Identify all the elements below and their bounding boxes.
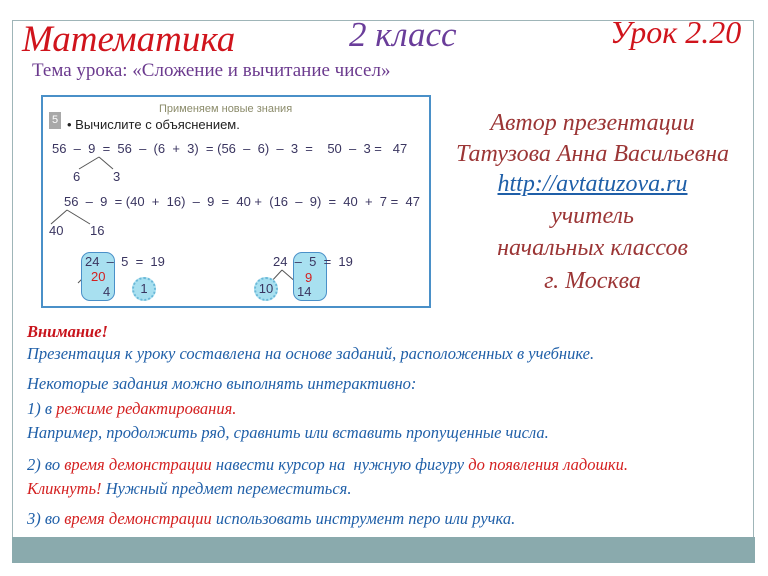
note-highlight: время демонстрации <box>64 455 212 474</box>
part-40: 40 <box>49 223 64 238</box>
note-highlight: до появления ладошки. <box>468 455 629 474</box>
subject-title: Математика <box>22 19 236 60</box>
note-line-1: Презентация к уроку составлена на основе заданий, расположенных в учебнике. <box>27 344 595 363</box>
note-line-5 <box>27 455 628 475</box>
example-2-circle[interactable]: 10 <box>254 277 278 301</box>
note-text: 2) во <box>27 455 65 474</box>
task-number: 5 <box>49 112 61 129</box>
author-role-2: начальных классов <box>497 235 688 261</box>
note-line-7 <box>27 509 515 529</box>
example-2-red: 9 <box>305 270 313 285</box>
author-role: учитель <box>551 203 634 229</box>
part-3: 3 <box>113 169 121 184</box>
example-1-a: 4 <box>103 284 111 299</box>
note-line-6 <box>27 479 351 499</box>
note-line-4: Например, продолжить ряд, сравнить или вставить пропущенные числа. <box>27 423 549 442</box>
note-text: 3) во <box>27 509 65 528</box>
note-highlight: режиме редактирования. <box>56 399 237 418</box>
lesson-topic: Тема урока: «Сложение и вычитание чисел» <box>32 60 391 81</box>
attention-heading: Внимание! <box>27 322 108 341</box>
equation-2: 56 – 9 = (40 + 16) – 9 = 40 + (16 – 9) = 40 + 7 = 47 <box>64 194 420 209</box>
textbook-heading: Применяем новые знания <box>159 103 293 115</box>
grade-title: 2 класс <box>349 15 457 54</box>
lesson-number: Урок 2.20 <box>610 14 742 50</box>
textbook-image <box>41 95 431 308</box>
example-2-b: 14 <box>297 284 312 299</box>
example-1-red: 20 <box>91 269 106 284</box>
footer-bar <box>12 537 755 563</box>
note-line-2: Некоторые задания можно выполнять интерактивно: <box>27 374 417 393</box>
note-text: навести курсор на нужную фигуру <box>211 455 469 474</box>
note-text: 1) в <box>27 399 57 418</box>
note-text: Нужный предмет переместиться. <box>101 479 352 498</box>
author-name: Татузова Анна Васильевна <box>456 141 729 167</box>
example-1-circle[interactable]: 1 <box>132 277 156 301</box>
author-city: г. Москва <box>544 268 641 294</box>
author-website-link[interactable]: http://avtatuzova.ru <box>497 171 688 197</box>
part-6: 6 <box>73 169 81 184</box>
example-2-expr: 24 – 5 = 19 <box>273 254 353 269</box>
equation-1: 56 – 9 = 56 – (6 + 3) = (56 – 6) – 3 = 50 – 3 = 47 <box>52 141 408 156</box>
note-line-3 <box>27 399 236 419</box>
part-16: 16 <box>90 223 105 238</box>
example-1-expr: 24 – 5 = 19 <box>85 254 165 269</box>
author-label: Автор презентации <box>490 110 695 136</box>
task-text: • Вычислите с объяснением. <box>67 117 240 132</box>
note-highlight: время демонстрации <box>64 509 212 528</box>
note-highlight: Кликнуть! <box>27 479 102 498</box>
note-text: использовать инструмент перо или ручка. <box>211 509 516 528</box>
